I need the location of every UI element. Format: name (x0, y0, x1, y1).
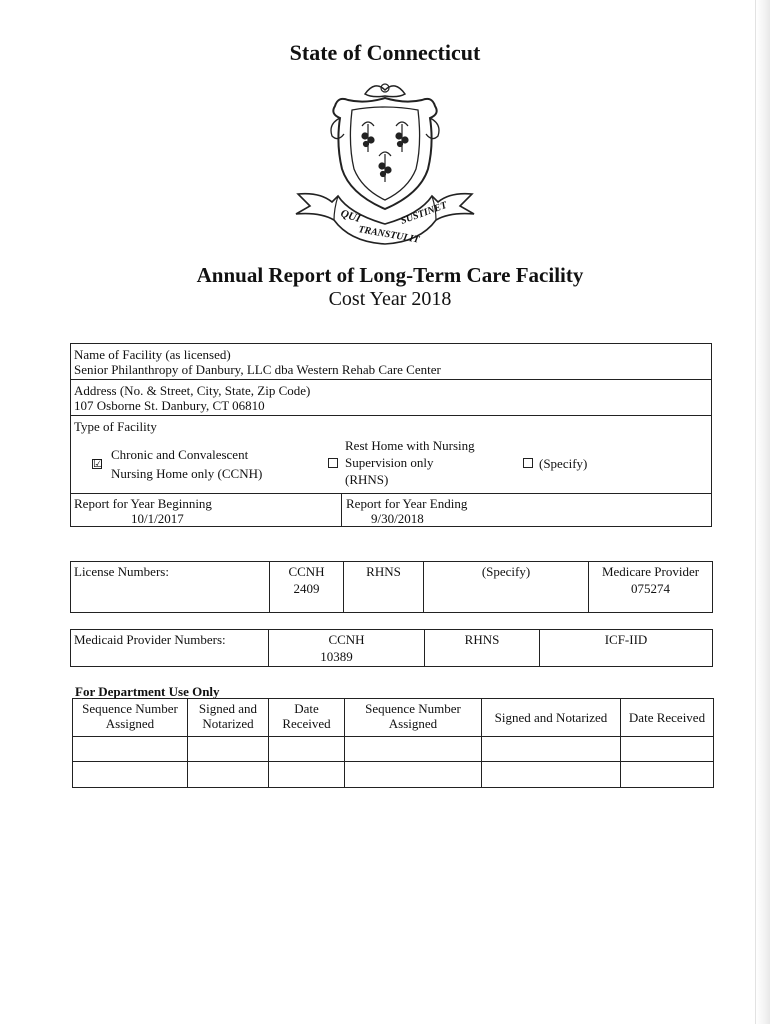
dept-empty-row (73, 737, 714, 762)
ccnh-line1: Chronic and Convalescent (111, 447, 249, 462)
license-specify-label: (Specify) (424, 562, 589, 613)
dept-header-seq-assigned-2 (345, 699, 482, 737)
dept-cell[interactable] (482, 762, 621, 788)
license-numbers-table (70, 561, 713, 613)
state-title: State of Connecticut (289, 40, 481, 65)
facility-type-label: Type of Facility (74, 419, 157, 434)
year-begin-cell (71, 494, 342, 526)
dept-header-seq2-l1: Sequence Number (365, 701, 461, 716)
year-end-value: 9/30/2018 (371, 511, 424, 526)
dept-header-signed-notarized-2 (482, 699, 621, 737)
dept-header-seq-assigned-l2: Assigned (105, 716, 155, 731)
year-end-cell (344, 494, 706, 526)
dept-header-seq-assigned-l1: Sequence Number (82, 701, 178, 716)
medicaid-ccnh-cell (269, 630, 425, 667)
dept-cell[interactable] (621, 737, 714, 762)
dept-header-seq-assigned (73, 699, 188, 737)
medicaid-numbers-label: Medicaid Provider Numbers: (71, 630, 269, 667)
dept-header-signed-l2: Notarized (202, 716, 254, 731)
facility-name-value: Senior Philanthropy of Danbury, LLC dba Western Rehab Care Center (74, 362, 441, 377)
medicaid-icf-label: ICF-IID (540, 630, 713, 667)
dept-cell[interactable] (188, 737, 269, 762)
facility-info-box (70, 343, 712, 527)
facility-address-row (71, 380, 711, 416)
specify-option-label: (Specify) (539, 456, 588, 471)
facility-address-label: Address (No. & Street, City, State, Zip Code) (74, 383, 311, 398)
dept-cell[interactable] (269, 737, 345, 762)
license-ccnh-label: CCNH (288, 564, 325, 579)
dept-cell[interactable] (482, 737, 621, 762)
dept-empty-row (73, 762, 714, 788)
dept-cell[interactable] (345, 762, 482, 788)
dept-header-date-received (269, 699, 345, 737)
dept-header-signed-notarized (188, 699, 269, 737)
dept-cell[interactable] (345, 737, 482, 762)
seal-motto-qui: QUI (339, 207, 362, 226)
license-ccnh-value: 2409 (293, 581, 320, 596)
cost-year: Cost Year 2018 (328, 288, 452, 310)
dept-header-date-received-2 (621, 699, 714, 737)
seal-motto-transtulit: TRANSTULIT (357, 224, 421, 246)
medicare-provider-label: Medicare Provider (601, 564, 700, 579)
rhns-option-label (345, 438, 475, 487)
ccnh-checkbox[interactable]: ☑ (93, 458, 103, 470)
rhns-line3: (RHNS) (345, 472, 389, 487)
ccnh-line2: Nursing Home only (CCNH) (111, 466, 263, 481)
facility-name-row (71, 344, 711, 380)
dept-cell[interactable] (73, 737, 188, 762)
dept-header-signed-l1: Signed and (198, 701, 258, 716)
seal-motto-sustinet: SUSTINET (399, 199, 449, 227)
department-use-table (72, 698, 714, 788)
facility-type-row (71, 416, 711, 494)
license-rhns-label: RHNS (344, 562, 424, 613)
year-end-label: Report for Year Ending (346, 496, 468, 511)
medicaid-numbers-table (70, 629, 713, 667)
medicaid-rhns-label: RHNS (425, 630, 540, 667)
ccnh-option-label (111, 447, 262, 481)
dept-cell[interactable] (269, 762, 345, 788)
facility-address-value: 107 Osborne St. Danbury, CT 06810 (74, 398, 265, 413)
dept-header-date-l1: Date (294, 701, 319, 716)
dept-header-date-l2: Received (282, 716, 331, 731)
specify-checkbox[interactable] (523, 458, 533, 468)
dept-header-date2-l1: Date Received (628, 710, 706, 725)
dept-cell[interactable] (188, 762, 269, 788)
license-numbers-label: License Numbers: (71, 562, 270, 613)
dept-header-signed2-l1: Signed and Notarized (494, 710, 608, 725)
dept-cell[interactable] (73, 762, 188, 788)
department-use-title: For Department Use Only (75, 684, 220, 699)
rhns-checkbox[interactable] (328, 458, 338, 468)
rhns-line1: Rest Home with Nursing (345, 438, 475, 453)
license-medicare-cell (589, 562, 713, 613)
year-begin-value: 10/1/2017 (131, 511, 184, 526)
connecticut-seal (280, 74, 490, 254)
medicaid-ccnh-value: 10389 (320, 649, 353, 664)
medicaid-ccnh-label: CCNH (328, 632, 365, 647)
scan-edge (755, 0, 770, 1024)
license-ccnh-cell (270, 562, 344, 613)
medicare-provider-value: 075274 (631, 581, 670, 596)
facility-name-label: Name of Facility (as licensed) (74, 347, 231, 362)
dept-header-seq2-l2: Assigned (388, 716, 438, 731)
report-title: Annual Report of Long-Term Care Facility (196, 263, 584, 287)
rhns-line2: Supervision only (345, 455, 434, 470)
dept-cell[interactable] (621, 762, 714, 788)
year-begin-label: Report for Year Beginning (74, 496, 212, 511)
